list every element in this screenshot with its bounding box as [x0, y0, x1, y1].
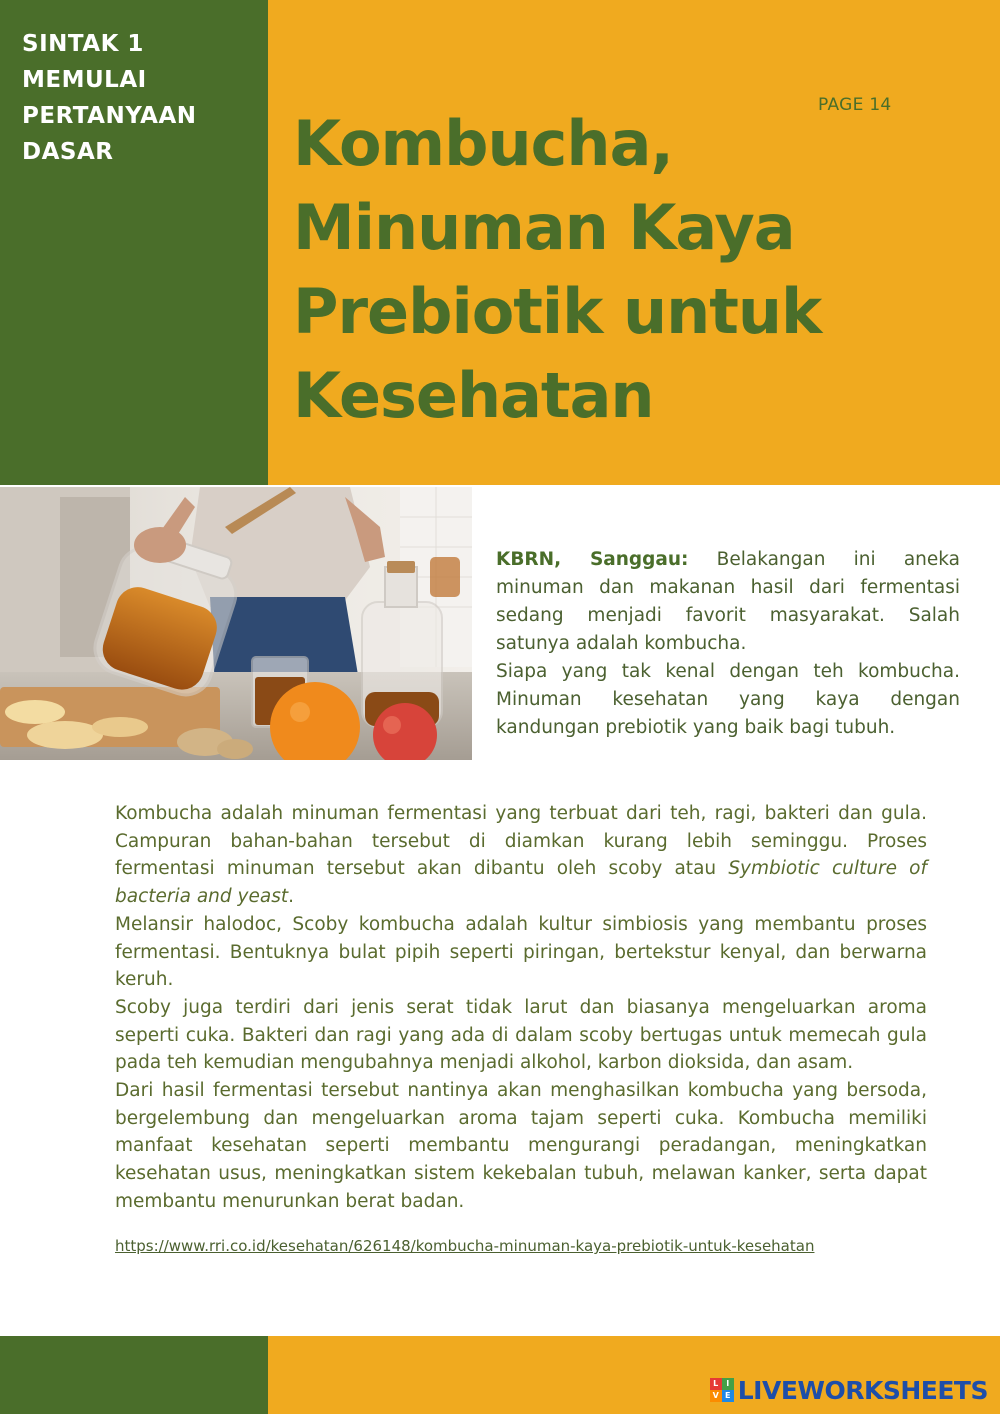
- logo-letter: L: [710, 1378, 722, 1390]
- body-p1-end: .: [288, 886, 294, 908]
- title-line: Kombucha,: [293, 107, 673, 180]
- body-p1-text: Kombucha adalah minuman fermentasi yang terbuat dari teh, ragi, bakteri dan gula. Campuran bahan-bahan tersebut di diamkan kurang lebih seminggu. Proses fermentasi minuman tersebut akan dibantu oleh scoby atau: [115, 803, 927, 880]
- sintak-line: DASAR: [22, 139, 114, 165]
- logo-letter: I: [722, 1378, 734, 1390]
- source-link[interactable]: https://www.rri.co.id/kesehatan/626148/kombucha-minuman-kaya-prebiotik-untuk-kesehatan: [115, 1237, 815, 1255]
- logo-letter: E: [722, 1390, 734, 1402]
- intro-text: [496, 546, 960, 742]
- kombucha-photo: [0, 487, 472, 760]
- article-title: [293, 102, 933, 438]
- title-line: Prebiotik untuk: [293, 275, 822, 348]
- body-paragraph-1: [115, 800, 927, 911]
- body-p1-italic: Symbiotic culture of bacteria and yeast: [115, 858, 927, 908]
- sintak-line: MEMULAI: [22, 67, 147, 93]
- footer-green-panel: [0, 1336, 268, 1414]
- sintak-label: [22, 26, 262, 170]
- liveworksheets-logo-icon: [710, 1378, 734, 1402]
- dateline: KBRN, Sanggau:: [496, 549, 689, 570]
- logo-letter: V: [710, 1390, 722, 1402]
- liveworksheets-logo-text: LIVEWORKSHEETS: [737, 1375, 988, 1405]
- body-paragraph-3: Scoby juga terdiri dari jenis serat tidak larut dan biasanya mengeluarkan aroma seperti cuka. Bakteri dan ragi yang ada di dalam scoby bertugas untuk memecah gula pada teh kemudian mengubahnya menjadi alkohol, karbon dioksida, dan asam.: [115, 996, 927, 1074]
- title-line: Kesehatan: [293, 359, 654, 432]
- liveworksheets-logo[interactable]: [710, 1372, 988, 1408]
- intro-paragraph-2: Siapa yang tak kenal dengan teh kombucha. Minuman kesehatan yang kaya dengan kandungan prebiotik yang baik bagi tubuh.: [496, 661, 960, 738]
- intro-p1-text: Belakangan ini aneka minuman dan makanan hasil dari fermentasi sedang menjadi favorit masyarakat. Salah satunya adalah kombucha.: [496, 549, 961, 654]
- intro-paragraph-1: [496, 546, 960, 658]
- title-line: Minuman Kaya: [293, 191, 795, 264]
- body-paragraph-4: Dari hasil fermentasi tersebut nantinya akan menghasilkan kombucha yang bersoda, bergelembung dan mengeluarkan aroma tajam seperti cuka. Kombucha memiliki manfaat kesehatan seperti membantu mengurangi peradangan, meningkatkan kesehatan usus, meningkatkan sistem kekebalan tubuh, melawan kanker, serta dapat membantu menurunkan berat badan.: [115, 1080, 927, 1212]
- page-number: PAGE 14: [818, 95, 892, 115]
- article-body: [115, 800, 927, 1216]
- sintak-line: PERTANYAAN: [22, 103, 197, 129]
- sintak-line: SINTAK 1: [22, 31, 144, 57]
- body-paragraph-2: Melansir halodoc, Scoby kombucha adalah kultur simbiosis yang membantu proses fermentasi. Bentuknya bulat pipih seperti piringan, bertekstur kenyal, dan berwarna keruh.: [115, 913, 927, 991]
